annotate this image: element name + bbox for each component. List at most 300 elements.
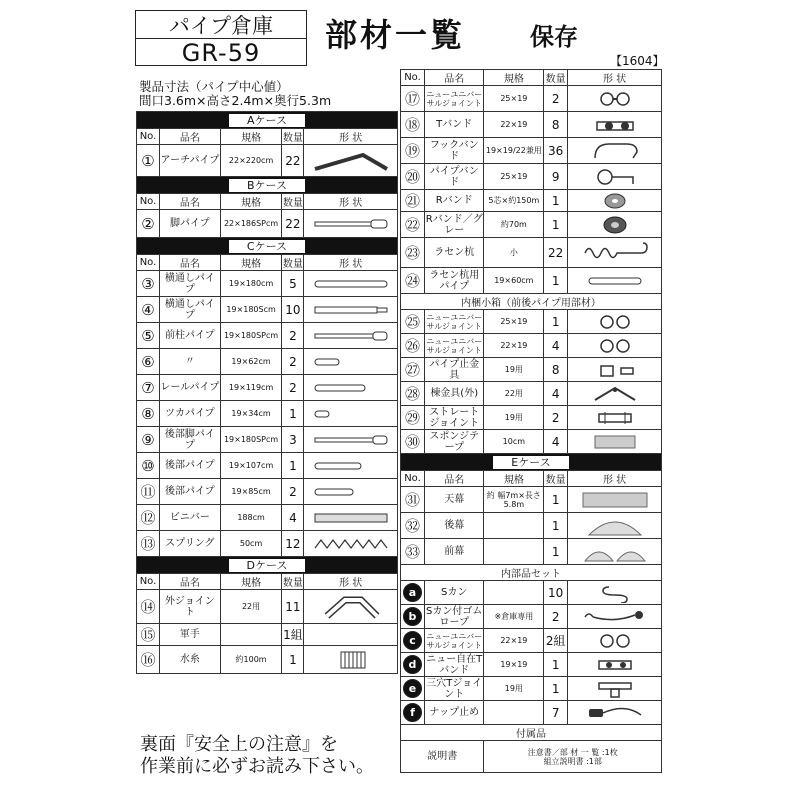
col-spec: 規格 [484,70,544,86]
item-name: スプリング [160,531,221,557]
item-spec: 19×62cm [220,349,282,375]
front-pole-pipe-icon [304,323,398,349]
item-qty: 1 [544,190,568,212]
item-spec: 19×107cm [220,453,282,479]
item-letter: b [403,607,422,626]
col-spec: 規格 [484,471,544,487]
item-number: ⑨ [141,430,155,449]
col-spec: 規格 [220,255,282,271]
item-number: ㉜ [404,517,420,535]
item-number: ⑯ [140,651,156,669]
item-spec: 19×119cm [220,375,282,401]
section-a-label: Aケース [229,114,305,127]
col-qty: 数量 [282,255,304,271]
item-letter: a [403,583,422,602]
table-row [137,271,398,297]
spiral-stake-icon [568,238,662,268]
item-spec: 188cm [220,505,282,531]
universal-joint-icon [568,86,662,112]
col-name: 品名 [424,471,483,487]
table-row [137,505,398,531]
pipe-icon [304,271,398,297]
col-spec: 規格 [220,194,282,210]
item-number: ㉓ [404,244,420,262]
adjustable-t-band-icon [568,653,662,677]
stake-pipe-icon [568,268,662,294]
table-row [137,210,398,238]
item-number: ⑬ [140,535,156,553]
item-number: ⑫ [140,509,156,527]
col-shape: 形 状 [304,574,398,590]
item-name: 横通しパイプ [160,271,221,297]
item-qty: 2 [282,479,304,505]
table-row [401,406,662,430]
front-curtain-icon [568,539,662,565]
item-name: フックバンド [424,138,483,164]
item-qty: 2 [544,86,568,112]
table-row [401,358,662,382]
item-name: 脚パイプ [160,210,221,238]
leg-pipe-icon [304,210,398,238]
item-number: ㉕ [404,313,420,331]
ridge-bracket-icon [568,382,662,406]
item-number: ⑱ [404,116,420,134]
item-name: ストレートジョイント [424,406,483,430]
item-spec: 19用 [484,358,544,382]
item-number: ⑳ [404,168,420,186]
universal-joint-icon [568,629,662,653]
dimensions-value: 間口3.6m×高さ2.4m×奥行5.3m [139,93,332,108]
right-parts-table [400,69,662,773]
s-hook-icon [568,581,662,605]
short-pipe-icon [304,349,398,375]
col-name: 品名 [160,255,221,271]
col-name: 品名 [160,129,221,145]
item-name: 後幕 [424,513,483,539]
item-name: Sカン [424,581,483,605]
universal-joint-icon [568,310,662,334]
item-name: 前柱パイプ [160,323,221,349]
section-b [137,177,398,194]
col-no: No. [137,255,160,271]
tapered-pipe-icon [304,297,398,323]
item-name: ニューユニバーサルジョイント [424,629,483,653]
item-name: 水糸 [160,646,221,674]
col-spec: 規格 [220,574,282,590]
item-number: ㉝ [404,543,420,561]
rear-pipe-icon [304,453,398,479]
manual-label: 説明書 [401,741,484,773]
col-name: 品名 [424,70,483,86]
item-spec: 25×19 [484,164,544,190]
item-spec: 22×186SPcm [220,210,282,238]
table-row [401,701,662,725]
warning-line-2: 作業前に必ずお読み下さい。 [140,756,374,777]
item-qty: 9 [544,164,568,190]
arch-pipe-icon [304,145,398,177]
item-spec: 22×19 [484,629,544,653]
item-qty: 2組 [544,629,568,653]
table-row [401,539,662,565]
table-row [401,513,662,539]
item-number: ㉑ [404,192,420,210]
item-number: ② [141,214,155,233]
item-qty: 22 [544,238,568,268]
item-name: Tバンド [424,112,483,138]
col-no: No. [137,194,160,210]
item-name: Rバンド [424,190,483,212]
table-row [401,212,662,238]
spring-icon [304,531,398,557]
subsection-accessory [401,725,662,741]
item-qty: 2 [544,605,568,629]
col-no: No. [401,70,425,86]
item-name: ニューユニバーサルジョイント [424,334,483,358]
item-name: 前幕 [424,539,483,565]
col-qty: 数量 [282,194,304,210]
item-qty: 1 [282,453,304,479]
item-qty: 3 [282,427,304,453]
three-hole-t-joint-icon [568,677,662,701]
col-qty: 数量 [544,471,568,487]
table-row [401,487,662,513]
table-row [401,112,662,138]
col-shape: 形 状 [304,255,398,271]
item-name: 横通しパイプ [160,297,221,323]
rear-curtain-icon [568,513,662,539]
item-number: ⑥ [141,352,155,371]
page-title: 部材一覧 [325,16,466,54]
manual-contents [484,741,662,773]
item-qty: 12 [282,531,304,557]
left-parts-table [136,111,398,674]
table-row [137,531,398,557]
item-spec: 10cm [484,430,544,454]
item-name: 外ジョイント [160,590,221,624]
table-row [137,297,398,323]
table-row [137,375,398,401]
item-spec: 22×19 [484,112,544,138]
item-spec: 22用 [484,382,544,406]
top-cover-icon [568,487,662,513]
section-d-label: Dケース [229,559,306,572]
item-spec [484,539,544,565]
item-qty: 1 [544,487,568,513]
item-qty: 7 [544,701,568,725]
subsection-inner-box [401,294,662,310]
manual-line-2: 組立説明書 :1部 [543,756,602,766]
col-shape: 形 状 [568,70,662,86]
item-letter: c [403,631,422,650]
col-qty: 数量 [282,574,304,590]
t-band-icon [568,112,662,138]
pipe-stopper-icon [568,358,662,382]
item-spec: 19×180SPcm [220,427,282,453]
item-qty: 22 [282,145,304,177]
accessory-label: 付属品 [401,725,662,741]
item-name: ビニバー [160,505,221,531]
item-number: ㉙ [404,409,420,427]
pipe-band-icon [568,164,662,190]
item-name: パイプ止金具 [424,358,483,382]
knap-clip-icon [568,701,662,725]
item-qty: 8 [544,358,568,382]
item-number: ⑧ [141,404,155,423]
item-name: 軍手 [160,624,221,646]
item-number: ㉚ [404,433,420,451]
item-number: ㉗ [404,361,420,379]
item-qty: 4 [544,334,568,358]
product-label-box [135,10,307,66]
table-row [401,268,662,294]
stub-pipe-icon [304,401,398,427]
section-d [137,557,398,574]
column-header [137,574,398,590]
item-number: ㉔ [404,272,420,290]
item-name: ラセン杭 [424,238,483,268]
item-qty: 1 [544,539,568,565]
string-spool-icon [304,646,398,674]
item-name: 三穴Tジョイント [426,677,483,700]
table-row [401,741,662,773]
straight-joint-icon [568,406,662,430]
item-qty: 10 [544,581,568,605]
item-number: ⑭ [140,598,156,616]
rubber-rope-icon [568,605,662,629]
inner-box-label: 内梱小箱（前後パイプ用部材） [401,294,662,310]
item-qty: 36 [544,138,568,164]
item-number: ⑮ [140,626,156,644]
vinyl-bar-icon [304,505,398,531]
item-spec: ※倉庫専用 [484,605,544,629]
model-number: GR-59 [136,38,306,66]
product-name: パイプ倉庫 [168,13,274,38]
item-spec: 19×180cm [220,271,282,297]
band-roll-icon [568,190,662,212]
table-row [137,590,398,624]
item-number: ㉖ [404,337,420,355]
item-qty: 1 [544,653,568,677]
item-spec: 約100m [220,646,282,674]
item-number: ㉛ [404,491,420,509]
item-spec: 50cm [220,531,282,557]
table-row [401,653,662,677]
table-row [137,453,398,479]
item-number: ㉘ [404,385,420,403]
table-row [401,629,662,653]
col-name: 品名 [160,574,221,590]
col-shape: 形 状 [304,194,398,210]
manual-line-1: 注意書／部 材 一 覧 :1枚 [527,747,618,757]
table-row [401,164,662,190]
universal-joint-icon [568,334,662,358]
table-row [137,323,398,349]
col-no: No. [137,574,160,590]
table-row [137,145,398,177]
item-name: 棟金具(外) [424,382,483,406]
table-row [401,138,662,164]
col-qty: 数量 [282,129,304,145]
section-c [137,238,398,255]
table-row [137,349,398,375]
item-name: ニューユニバーサルジョイント [424,86,483,112]
item-spec: 19×19 [484,653,544,677]
item-name: ツカパイプ [160,401,221,427]
item-name: 後部パイプ [160,479,221,505]
item-letter: e [403,679,422,698]
col-qty: 数量 [544,70,568,86]
item-letter: d [403,655,422,674]
item-spec: 5芯×約150m [484,190,544,212]
col-name: 品名 [160,194,221,210]
item-name: ラセン杭用パイプ [424,268,483,294]
column-header [137,255,398,271]
column-header [401,471,662,487]
save-label: 保存 [530,23,578,51]
item-spec: 25×19 [484,310,544,334]
item-spec [484,701,544,725]
rear-leg-pipe-icon [304,427,398,453]
col-no: No. [401,471,425,487]
item-spec: 22×19 [484,334,544,358]
inner-set-label: 内部品セット [401,565,662,581]
item-name: 後部パイプ [160,453,221,479]
table-row [137,646,398,674]
item-qty: 1 [544,310,568,334]
table-row [401,86,662,112]
item-number: ㉒ [404,216,420,234]
item-name: Rバンド／グレー [425,213,483,236]
table-row [401,190,662,212]
col-shape: 形 状 [568,471,662,487]
table-row [137,401,398,427]
table-row [401,430,662,454]
item-qty: 1組 [282,624,304,646]
item-spec [484,581,544,605]
table-row [401,677,662,701]
table-row [401,238,662,268]
item-spec [484,513,544,539]
item-qty: 2 [282,323,304,349]
item-number: ⑰ [404,90,420,108]
section-e-label: Eケース [493,456,568,469]
item-qty: 22 [282,210,304,238]
product-dimensions [139,80,331,108]
rail-pipe-icon [304,375,398,401]
col-spec: 規格 [220,129,282,145]
item-name: 後部脚パイプ [160,427,221,453]
item-spec: 19×60cm [484,268,544,294]
section-e [401,454,662,471]
subsection-inner-set [401,565,662,581]
item-spec: 約 幅7m×長さ5.8m [484,487,544,513]
item-qty: 1 [282,401,304,427]
item-number: ⑤ [141,326,155,345]
item-qty: 1 [544,677,568,701]
item-qty: 10 [282,297,304,323]
table-row [401,310,662,334]
item-name: 〃 [160,349,221,375]
table-row [137,427,398,453]
item-qty: 11 [282,590,304,624]
item-number: ⑩ [141,456,155,475]
item-qty: 2 [282,349,304,375]
item-qty: 8 [544,112,568,138]
item-qty: 1 [282,646,304,674]
column-header [137,129,398,145]
table-row [401,581,662,605]
item-name: パイプバンド [424,164,483,190]
dimensions-heading: 製品寸法（パイプ中心値） [139,79,289,94]
item-spec: 19×34cm [220,401,282,427]
safety-warning [140,734,374,778]
item-name: Sカン付ゴムロープ [426,605,483,628]
item-number: ④ [141,300,155,319]
doc-code: 【1604】 [610,54,665,68]
col-no: No. [137,129,160,145]
item-spec: 19用 [484,677,544,701]
item-qty: 4 [544,382,568,406]
table-row [137,624,398,646]
sponge-tape-icon [568,430,662,454]
gray-band-roll-icon [568,212,662,238]
item-spec: 19×180Scm [220,297,282,323]
col-shape: 形 状 [304,129,398,145]
item-number: ⑦ [141,378,155,397]
item-spec: 約70m [484,212,544,238]
item-spec: 22用 [220,590,282,624]
section-c-label: Cケース [229,240,305,253]
column-header [401,70,662,86]
item-spec: 19用 [484,406,544,430]
item-spec: 19×19/22兼用 [484,138,544,164]
item-qty: 1 [544,268,568,294]
item-qty: 2 [282,375,304,401]
item-name: スポンジテープ [424,430,483,454]
item-qty: 1 [544,513,568,539]
item-name: ニュー自在Tバンド [426,653,483,676]
item-spec: 22×220cm [220,145,282,177]
table-row [137,479,398,505]
item-name: アーチパイプ [160,145,221,177]
column-header [137,194,398,210]
table-row [401,605,662,629]
hook-band-icon [568,138,662,164]
item-spec: 25×19 [484,86,544,112]
empty-shape [304,624,398,646]
section-b-label: Bケース [229,179,305,192]
item-qty: 1 [544,212,568,238]
rear-pipe-short-icon [304,479,398,505]
table-row [401,334,662,358]
item-qty: 2 [544,406,568,430]
item-spec: 小 [484,238,544,268]
outer-joint-icon [304,590,398,624]
item-number: ① [141,151,155,170]
item-number: ⑲ [404,142,420,160]
item-number: ⑪ [140,483,156,501]
item-qty: 4 [282,505,304,531]
table-row [401,382,662,406]
item-name: ナップ止め [424,701,483,725]
item-qty: 5 [282,271,304,297]
item-name: ニューユニバーサルジョイント [424,310,483,334]
item-number: ③ [141,274,155,293]
item-name: 天幕 [424,487,483,513]
item-qty: 4 [544,430,568,454]
item-spec: 19×180SPcm [220,323,282,349]
section-a [137,112,398,129]
